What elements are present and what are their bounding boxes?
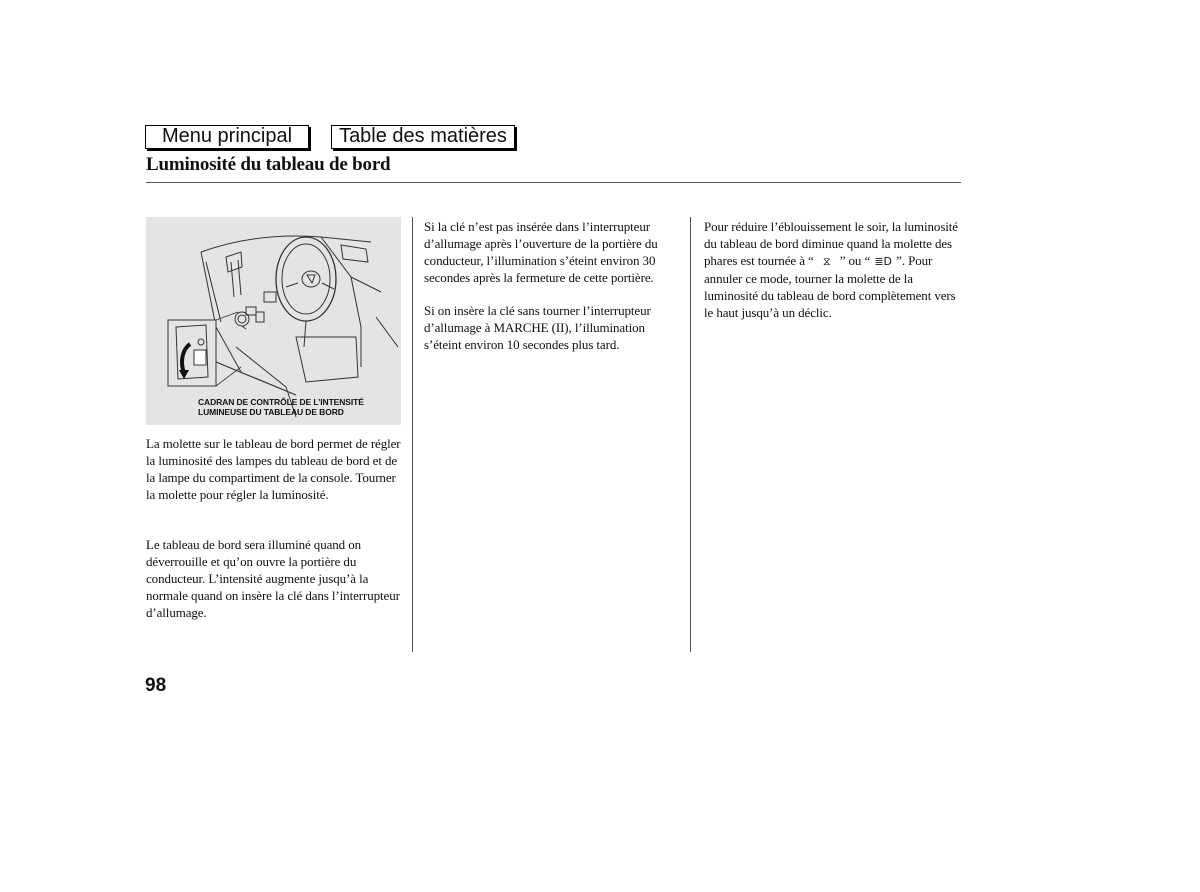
page-title: Luminosité du tableau de bord — [146, 154, 391, 175]
dashboard-illustration — [146, 217, 401, 425]
parking-lights-icon: ⧖ — [822, 255, 831, 268]
column3-paragraph — [704, 218, 966, 321]
column1-paragraph2: Le tableau de bord sera illuminé quand on déverrouille et qu’on ouvre la portière du conducteur. L’intensité augmente jusqu’à la normale quand on insère la clé dans l’interrupteur d’allumage. — [146, 537, 400, 620]
dashboard-line-art — [146, 217, 401, 425]
column3-text-a: Pour réduire l’éblouissement le soir, la luminosité du tableau de bord diminue quand la molette des phares est tournée à “ — [704, 219, 958, 268]
column-divider-2 — [690, 217, 691, 652]
figure-caption-line1: CADRAN DE CONTRÔLE DE L’INTENSITÉ — [198, 397, 364, 407]
column-divider-1 — [412, 217, 413, 652]
figure-caption — [198, 397, 398, 417]
column1-paragraph1: La molette sur le tableau de bord permet de régler la luminosité des lampes du tableau de bord et de la lampe du compartiment de la console. Tourner la molette pour régler la luminosité. — [146, 436, 401, 502]
column3-text-c: ”. Pour annuler ce mode, tourner la molette de la luminosité du tableau de bord complètement vers le haut jusqu’à un déclic. — [704, 253, 956, 320]
headlight-icon: ≣D — [874, 255, 892, 268]
title-divider — [146, 182, 961, 183]
column2-paragraph1: Si la clé n’est pas insérée dans l’interrupteur d’allumage après l’ouverture de la portière du conducteur, l’illumination s’éteint environ 30 secondes après la fermeture de cette portière. — [424, 219, 658, 285]
page-number: 98 — [145, 675, 167, 696]
column3-text-b: ” ou “ — [839, 253, 871, 268]
column2-paragraph2: Si on insère la clé sans tourner l’interrupteur d’allumage à MARCHE (II), l’illumination s’éteint environ 10 secondes plus tard. — [424, 303, 651, 352]
figure-caption-line2: LUMINEUSE DU TABLEAU DE BORD — [198, 407, 344, 417]
menu-principal-button[interactable]: Menu principal — [145, 125, 309, 149]
table-of-contents-button[interactable]: Table des matières — [331, 125, 515, 149]
